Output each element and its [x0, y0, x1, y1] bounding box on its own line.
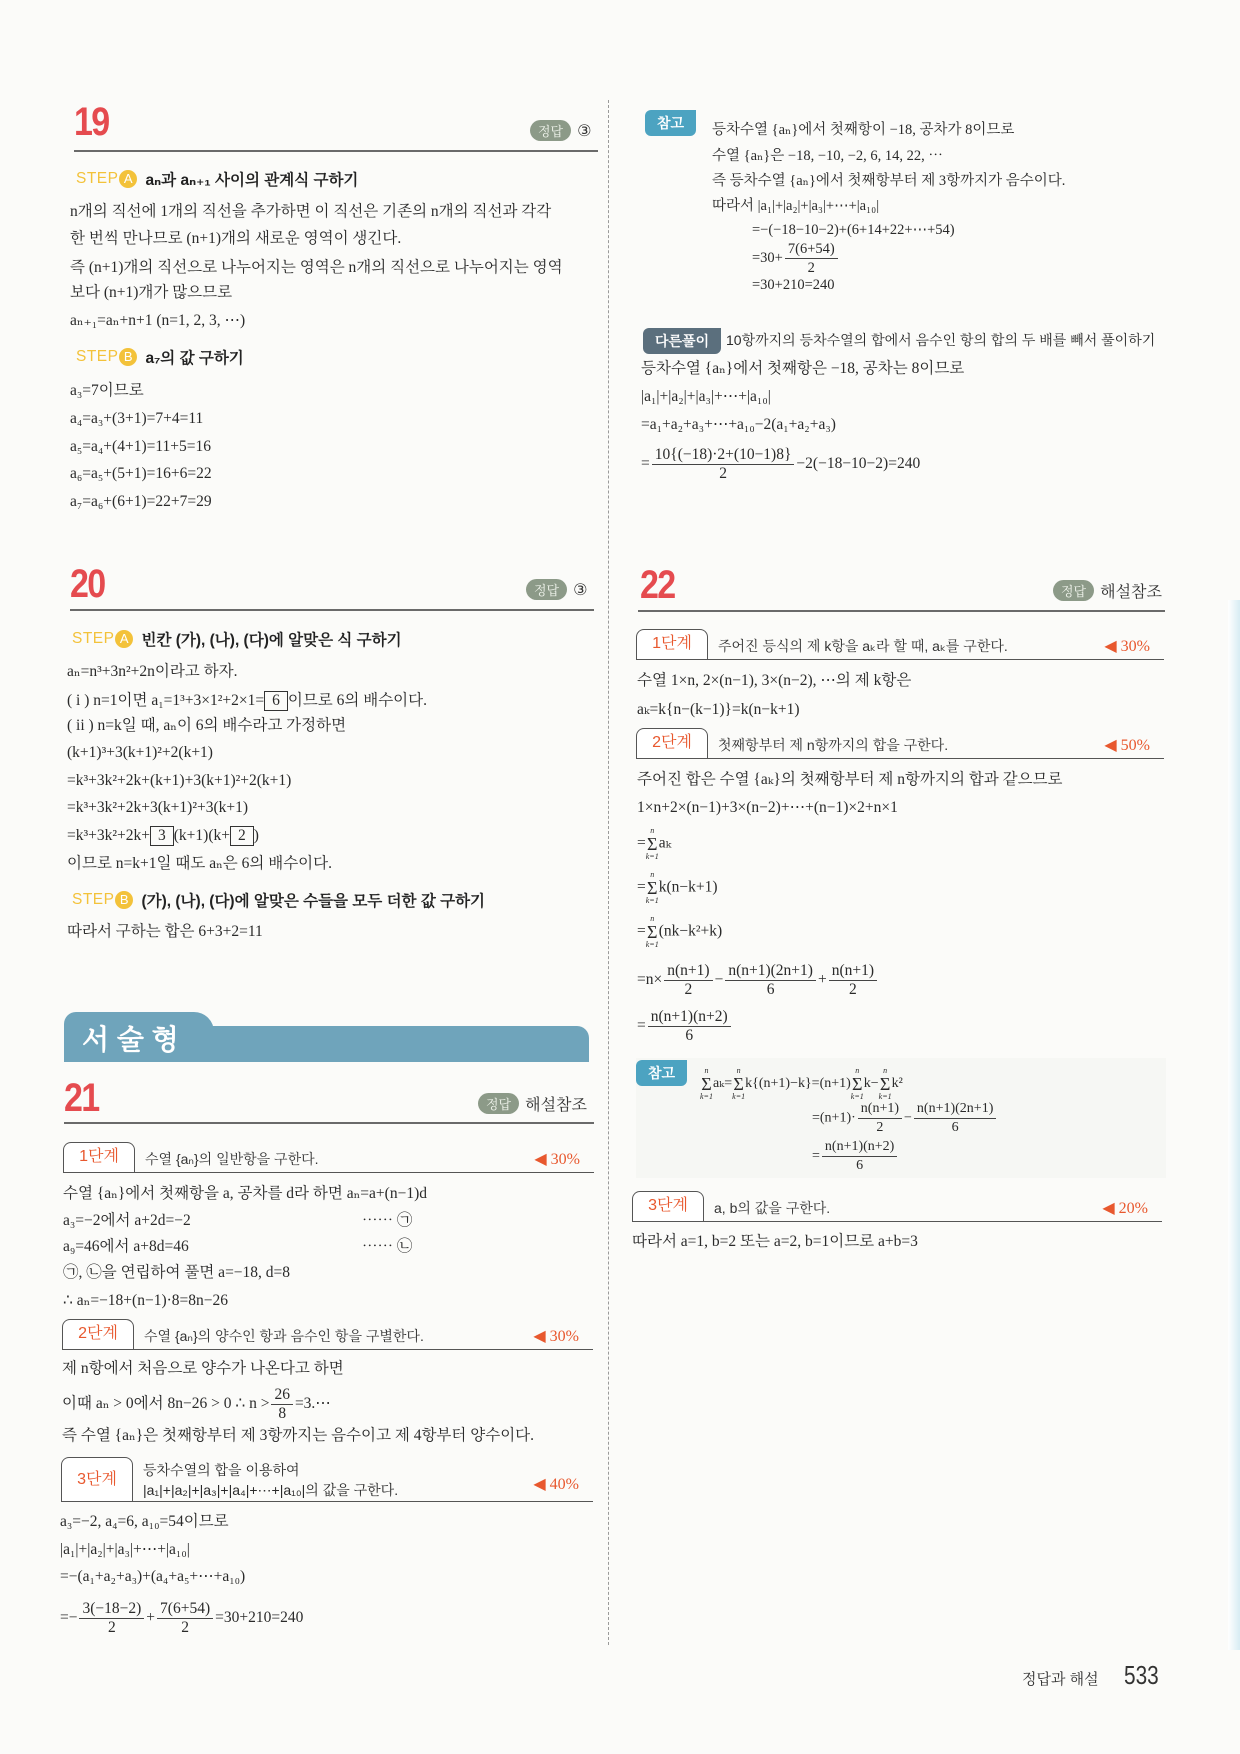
text-line: ( ii ) n=k일 때, aₙ이 6의 배수라고 가정하면 — [67, 717, 347, 734]
answer-20 — [526, 579, 587, 600]
stage-desc: 수열 {aₙ}의 일반항을 구한다. — [145, 1151, 319, 1167]
stage-label: 2단계 — [62, 1319, 134, 1349]
text-line: 이때 aₙ > 0에서 8n−26 > 0 ∴ n > $\frac{26}{8}$ =3.⋯ — [62, 1386, 331, 1422]
text-line: |a₁|+|a₂|+|a₃|+⋯+|a₁₀| — [641, 388, 771, 405]
stage-desc: 등차수열의 합을 이용하여 — [143, 1462, 300, 1478]
fraction: $\frac{3(-18-2)}{2}$ — [79, 1600, 144, 1637]
answer-badge: 정답 — [526, 579, 567, 600]
answer-19 — [530, 120, 591, 141]
stage-label: 3단계 — [61, 1457, 133, 1501]
text-line: 수열 {aₙ}에서 첫째항을 a, 공차를 d라 하면 aₙ=a+(n−1)d — [63, 1185, 427, 1202]
text-line: aₙ=n³+3n²+2n이라고 하자. — [67, 663, 238, 680]
question-number-22: 22 — [640, 563, 675, 607]
section-rule — [70, 609, 594, 611]
triangle-left-icon: ◀ — [533, 1476, 550, 1493]
fraction: $\frac{7(6+54)}{2}$ — [785, 240, 838, 277]
text-line: a₃=−2에서 a+2d=−2 — [63, 1212, 191, 1229]
answer-badge: 정답 — [530, 120, 571, 141]
stage-2 — [636, 729, 1164, 759]
fraction: $\frac{n(n+1)}{2}$ — [829, 962, 877, 999]
sigma-icon: n Σ k=1 — [850, 1066, 864, 1101]
triangle-left-icon: ◀ — [534, 1151, 551, 1168]
page-edge-strip — [1228, 600, 1240, 1650]
answer-22 — [1053, 579, 1162, 602]
sigma-icon: n Σ k=1 — [878, 1066, 892, 1101]
blank-box-ga: 6 — [264, 691, 288, 711]
answer-value: ③ — [577, 122, 592, 140]
text-line: =− $\frac{3(-18-2)}{2}$ + $\frac{7(6+54)}{2}$ =30+210=240 — [60, 1600, 304, 1636]
text-line: ∴ aₙ=−18+(n−1)·8=8n−26 — [63, 1292, 229, 1309]
text-line: =k³+3k²+2k+ 3 (k+1)(k+ 2 ) — [67, 827, 259, 844]
sigma-icon: n Σ k=1 — [732, 1066, 746, 1101]
step-title: aₙ과 aₙ₊₁ 사이의 관계식 구하기 — [145, 172, 359, 189]
text-line: 수열 {aₙ}은 −18, −10, −2, 6, 14, 22, ⋯ — [712, 148, 943, 164]
fraction: $\frac{26}{8}$ — [271, 1386, 293, 1423]
question-number-21: 21 — [64, 1076, 99, 1120]
text-line: 즉 (n+1)개의 직선으로 나누어지는 영역은 n개의 직선으로 나누어지는 영역 — [70, 259, 563, 276]
stage-1 — [636, 630, 1164, 660]
text-line: 한 번씩 만나므로 (n+1)개의 새로운 영역이 생긴다. — [70, 230, 402, 247]
section-rule — [74, 150, 598, 152]
section-rule — [638, 610, 1165, 612]
stage-percent: ◀ 20% — [1102, 1200, 1148, 1217]
step-a-icon: A — [115, 630, 133, 648]
text-line: ㉠, ㉡을 연립하여 풀면 a=−18, d=8 — [63, 1264, 291, 1281]
stage-1 — [63, 1143, 594, 1173]
step-b-heading — [76, 346, 244, 368]
equation-mark: ⋯⋯ ㉡ — [362, 1238, 413, 1255]
text-line: aₙ₊₁=aₙ+n+1 (n=1, 2, 3, ⋯) — [70, 312, 246, 329]
stage-desc: 수열 {aₙ}의 양수인 항과 음수인 항을 구별한다. — [144, 1328, 424, 1344]
stage-percent: ◀ 30% — [1104, 638, 1150, 655]
answer-value: 해설참조 — [1100, 584, 1162, 601]
step-a-icon: A — [119, 170, 137, 188]
step-label: STEP B — [76, 348, 137, 366]
fraction: $\frac{n(n+1)(2n+1)}{6}$ — [914, 1100, 996, 1137]
fraction: $\frac{7(6+54)}{2}$ — [157, 1600, 213, 1637]
triangle-left-icon: ◀ — [1102, 1200, 1119, 1217]
text-line: a₃=−2, a₄=6, a₁₀=54이므로 — [60, 1513, 229, 1530]
page-number: 533 — [1124, 1660, 1159, 1690]
step-b-icon: B — [115, 891, 133, 909]
sigma-icon: n Σ k=1 — [645, 826, 659, 861]
text-line: =(n+1)· $\frac{n(n+1)}{2}$ − $\frac{n(n+1)(2n+1)}{6}$ — [812, 1100, 998, 1137]
step-a-heading — [72, 628, 402, 650]
stage-3 — [61, 1456, 593, 1502]
text-line: =k³+3k²+2k+3(k+1)²+3(k+1) — [67, 799, 249, 816]
sum-line: = n Σ k=1 k(n−k+1) — [637, 870, 718, 905]
sum-line: = n Σ k=1 (nk−k²+k) — [637, 914, 723, 949]
step-title: a₇의 값 구하기 — [145, 350, 244, 367]
equation-mark: ⋯⋯ ㉠ — [362, 1212, 413, 1229]
stage-percent: ◀ 30% — [534, 1151, 580, 1168]
text-line: a₆=a₅+(5+1)=16+6=22 — [70, 465, 212, 482]
text-line: =a₁+a₂+a₃+⋯+a₁₀−2(a₁+a₂+a₃) — [641, 416, 836, 433]
stage-percent: ◀ 30% — [533, 1328, 579, 1345]
blank-box-na: 3 — [150, 826, 174, 846]
text-line: 등차수열 {aₙ}에서 첫째항은 −18, 공차는 8이므로 — [641, 360, 965, 377]
answer-badge: 정답 — [478, 1093, 519, 1114]
step-b-icon: B — [119, 348, 137, 366]
step-label: STEP A — [72, 630, 133, 648]
step-a-heading — [76, 168, 358, 190]
stage-percent: ◀ 50% — [1104, 737, 1150, 754]
stage-desc: |a₁|+|a₂|+|a₃|+|a₄|+⋯+|a₁₀|의 값을 구한다. — [143, 1482, 399, 1498]
step-label: STEP B — [72, 891, 133, 909]
stage-percent: ◀ 40% — [533, 1476, 579, 1493]
column-divider — [608, 100, 609, 1645]
step-b-heading — [72, 889, 485, 911]
step-label: STEP A — [76, 170, 137, 188]
text-line: (k+1)³+3(k+1)²+2(k+1) — [67, 744, 213, 761]
stage-label: 3단계 — [632, 1191, 704, 1221]
text-line: = $\frac{n(n+1)(n+2)}{6}$ — [637, 1008, 733, 1045]
text-line: 따라서 구하는 합은 6+3+2=11 — [67, 923, 263, 940]
text-line: 따라서 a=1, b=2 또는 a=2, b=1이므로 a+b=3 — [632, 1233, 918, 1250]
sigma-icon: n Σ k=1 — [645, 870, 659, 905]
triangle-left-icon: ◀ — [1104, 737, 1121, 754]
fraction: $\frac{n(n+1)}{2}$ — [858, 1100, 902, 1137]
answer-21 — [478, 1092, 587, 1115]
stage-desc: 첫째항부터 제 n항까지의 합을 구한다. — [718, 737, 949, 753]
text-line: =n× $\frac{n(n+1)}{2}$ − $\frac{n(n+1)(2n+1)}{6}$ + $\frac{n(n+1)}{2}$ — [637, 962, 879, 999]
section-banner — [64, 1012, 589, 1062]
fraction: $\frac{n(n+1)(n+2)}{6}$ — [822, 1138, 897, 1175]
footer-label: 정답과 해설 — [1022, 1671, 1099, 1688]
sigma-icon: n Σ k=1 — [700, 1066, 713, 1101]
text-line: 수열 1×n, 2×(n−1), 3×(n−2), ⋯의 제 k항은 — [637, 672, 912, 689]
answer-value: 해설참조 — [525, 1097, 587, 1114]
text-line: n Σ k=1 aₖ= n Σ k=1 k{(n+1)−k}=(n+1) n Σ k=1 k− n Σ k=1 k² — [700, 1066, 903, 1101]
text-line: = $\frac{10\{(-18)\cdot 2+(10-1)8\}}{2}$ −2(−18−10−2)=240 — [641, 446, 921, 482]
section-rule — [64, 1122, 594, 1124]
text-line: =k³+3k²+2k+(k+1)+3(k+1)²+2(k+1) — [67, 772, 292, 789]
text-line: 이므로 n=k+1일 때도 aₙ은 6의 배수이다. — [67, 855, 332, 872]
sigma-icon: n Σ k=1 — [645, 914, 659, 949]
step-title: (가), (나), (다)에 알맞은 수들을 모두 더한 값 구하기 — [141, 893, 486, 910]
text-line: 1×n+2×(n−1)+3×(n−2)+⋯+(n−1)×2+n×1 — [637, 799, 898, 816]
triangle-left-icon: ◀ — [1104, 638, 1121, 655]
text-line: a₉=46에서 a+8d=46 — [63, 1238, 189, 1255]
question-number-19: 19 — [74, 100, 109, 144]
text-line: =30+210=240 — [752, 277, 835, 293]
stage-label: 1단계 — [63, 1142, 135, 1172]
text-line: =−(a₁+a₂+a₃)+(a₄+a₅+⋯+a₁₀) — [60, 1568, 246, 1585]
text-line: = $\frac{n(n+1)(n+2)}{6}$ — [812, 1138, 899, 1175]
alt-solution-title: 10항까지의 등차수열의 합에서 음수인 항의 합의 두 배를 빼서 풀이하기 — [726, 332, 1156, 348]
text-line: aₖ=k{n−(k−1)}=k(n−k+1) — [637, 701, 800, 718]
text-line: a₃=7이므로 — [70, 382, 144, 399]
alternative-solution-badge: 다른풀이 — [643, 328, 721, 354]
fraction: $\frac{n(n+1)(2n+1)}{6}$ — [725, 962, 816, 999]
reference-badge: 참고 — [636, 1060, 687, 1086]
text-line: =−(−18−10−2)+(6+14+22+⋯+54) — [752, 222, 955, 238]
text-line: ( i ) n=1이면 a₁=1³+3×1²+2×1= 6 이므로 6의 배수이다. — [67, 692, 428, 709]
text-line: 제 n항에서 처음으로 양수가 나온다고 하면 — [62, 1360, 344, 1377]
text-line: a₇=a₆+(6+1)=22+7=29 — [70, 493, 212, 510]
stage-3 — [632, 1192, 1162, 1222]
text-line: 따라서 |a₁|+|a₂|+|a₃|+⋯+|a₁₀| — [712, 198, 880, 214]
text-line: 즉 수열 {aₙ}은 첫째항부터 제 3항까지는 음수이고 제 4항부터 양수이다. — [62, 1427, 535, 1444]
text-line: 즉 등차수열 {aₙ}에서 첫째항부터 제 3항까지가 음수이다. — [712, 173, 1066, 189]
fraction: $\frac{n(n+1)(n+2)}{6}$ — [648, 1008, 731, 1045]
answer-value: ③ — [573, 581, 588, 599]
banner-title: 서 술 형 — [82, 1024, 179, 1055]
stage-label: 2단계 — [636, 728, 708, 758]
stage-2 — [62, 1320, 593, 1350]
text-line: a₅=a₄+(4+1)=11+5=16 — [70, 438, 212, 455]
text-line: =30+ $\frac{7(6+54)}{2}$ — [752, 240, 840, 277]
triangle-left-icon: ◀ — [533, 1328, 550, 1345]
question-number-20: 20 — [70, 562, 105, 606]
text-line: |a₁|+|a₂|+|a₃|+⋯+|a₁₀| — [60, 1541, 190, 1558]
fraction: $\frac{10\{(-18)\cdot 2+(10-1)8\}}{2}$ — [652, 446, 795, 483]
text-line: 주어진 합은 수열 {aₖ}의 첫째항부터 제 n항까지의 합과 같으므로 — [637, 771, 1063, 788]
answer-badge: 정답 — [1053, 580, 1094, 601]
text-line: 등차수열 {aₙ}에서 첫째항이 −18, 공차가 8이므로 — [712, 122, 1015, 138]
stage-desc: 주어진 등식의 제 k항을 aₖ라 할 때, aₖ를 구한다. — [718, 638, 1008, 654]
reference-badge: 참고 — [645, 110, 696, 136]
text-line: a₄=a₃+(3+1)=7+4=11 — [70, 410, 204, 427]
sum-line: = n Σ k=1 aₖ — [637, 826, 672, 861]
stage-label: 1단계 — [636, 629, 708, 659]
blank-box-da: 2 — [230, 826, 254, 846]
step-title: 빈칸 (가), (나), (다)에 알맞은 식 구하기 — [141, 632, 402, 649]
text-line: 보다 (n+1)개가 많으므로 — [70, 284, 233, 301]
text-line: n개의 직선에 1개의 직선을 추가하면 이 직선은 기존의 n개의 직선과 각각 — [70, 203, 552, 220]
fraction: $\frac{n(n+1)}{2}$ — [664, 962, 712, 999]
stage-desc: a, b의 값을 구한다. — [714, 1200, 831, 1216]
